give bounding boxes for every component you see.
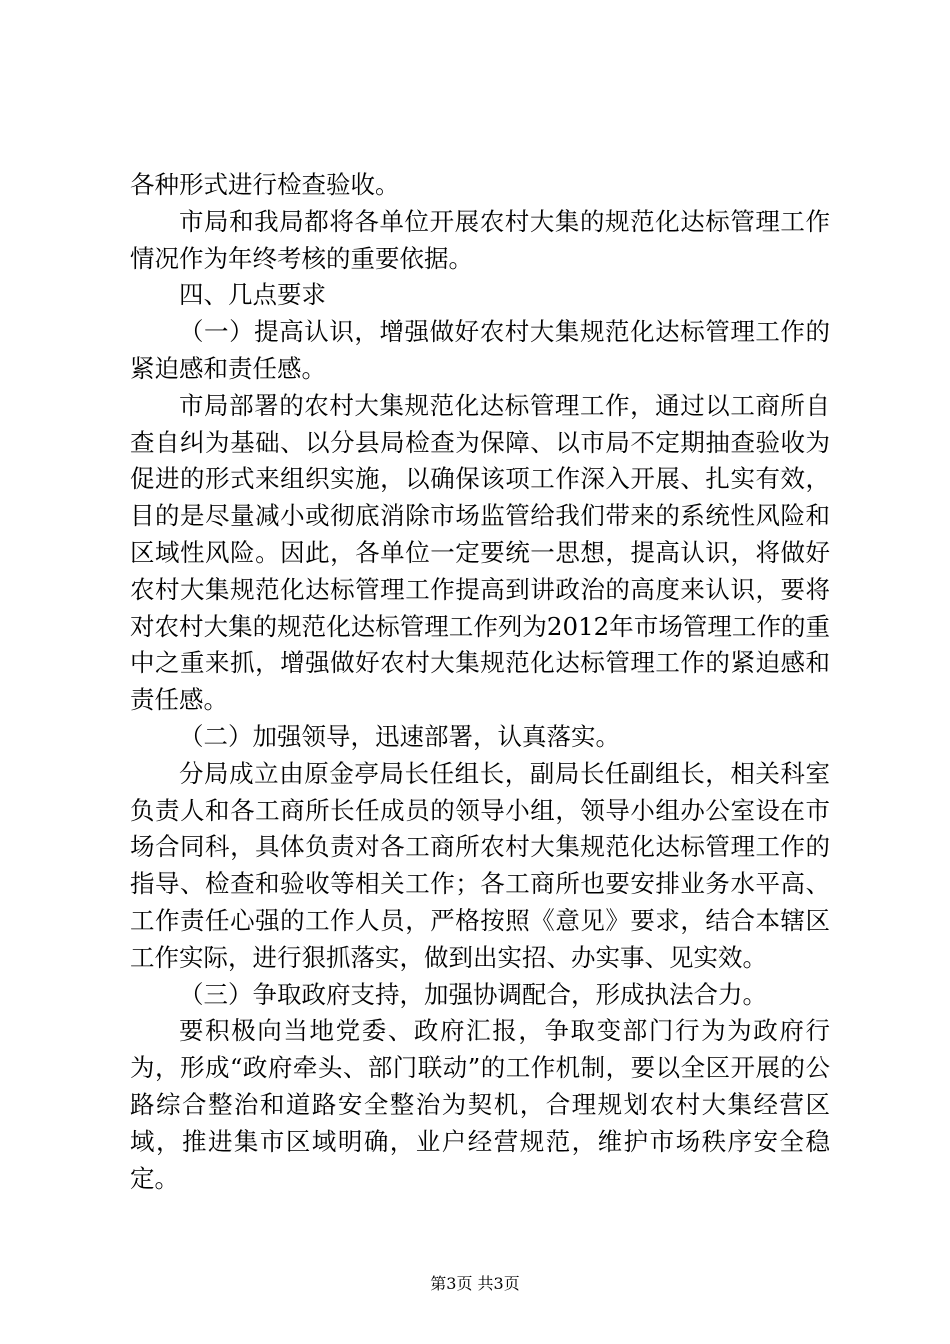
document-body [130, 167, 830, 1197]
subheading-2: （二）加强领导，迅速部署，认真落实。 [179, 721, 620, 751]
paragraph-4: 分局成立由原金亭局长任组长，副局长任副组长，相关科室负责人和各工商所长任成员的领导小组，领导小组办公室设在市场合同科，具体负责对各工商所农村大集规范化达标管理工作的指导、检查和验收等相关工作；各工商所也要安排业务水平高、工作责任心强的工作人员，严格按照《意见》要求，结合本辖区工作实际，进行狠抓落实，做到出实招、办实事、见实效。 [130, 758, 830, 972]
page-footer: 第3页 共3页 [430, 1274, 520, 1293]
subheading-3: （三）争取政府支持，加强协调配合，形成执法合力。 [179, 979, 767, 1009]
paragraph-2: 市局和我局都将各单位开展农村大集的规范化达标管理工作情况作为年终考核的重要依据。 [130, 206, 830, 273]
section-heading-requirements: 四、几点要求 [179, 280, 326, 310]
paragraph-3: 市局部署的农村大集规范化达标管理工作，通过以工商所自查自纠为基础、以分县局检查为保障、以市局不定期抽查验收为促进的形式来组织实施，以确保该项工作深入开展、扎实有效，目的是尽量减小或彻底消除市场监管给我们带来的系统性风险和区域性风险。因此，各单位一定要统一思想，提高认识，将做好农村大集规范化达标管理工作提高到讲政治的高度来认识，要将对农村大集的规范化达标管理工作列为2012年市场管理工作的重中之重来抓，增强做好农村大集规范化达标管理工作的紧迫感和责任感。 [130, 390, 830, 715]
paragraph-5: 要积极向当地党委、政府汇报，争取变部门行为为政府行为，形成“政府牵头、部门联动”的工作机制，要以全区开展的公路综合整治和道路安全整治为契机，合理规划农村大集经营区域，推进集市区域明确，业户经营规范，维护市场秩序安全稳定。 [130, 1016, 830, 1193]
subheading-1: （一）提高认识，增强做好农村大集规范化达标管理工作的紧迫感和责任感。 [130, 317, 830, 383]
paragraph-1: 各种形式进行检查验收。 [130, 170, 400, 199]
